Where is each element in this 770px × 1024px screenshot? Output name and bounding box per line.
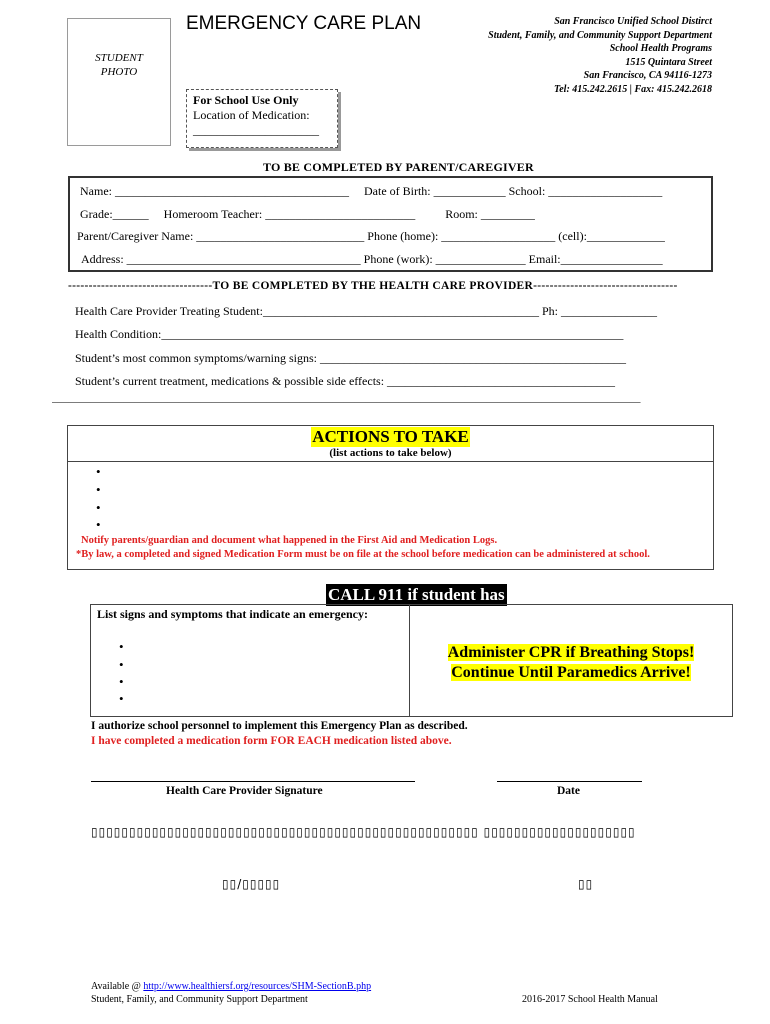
- school-use-box: [186, 89, 338, 148]
- footer-availability: Available @ http://www.healthiersf.org/resources/SHM-SectionB.php: [91, 981, 372, 992]
- emergency-box: [90, 604, 733, 717]
- symptoms-row[interactable]: Student’s most common symptoms/warning signs: ___________________________________________________: [75, 351, 627, 365]
- action-bullet[interactable]: •: [96, 482, 101, 497]
- student-photo-box: [67, 18, 171, 146]
- treatment-row[interactable]: Student’s current treatment, medications & possible side effects: ______________________________________: [75, 374, 616, 388]
- student-name-row[interactable]: Name: _______________________________________ Date of Birth: ____________ School: ___________________: [80, 184, 663, 198]
- student-photo-label: STUDENT PHOTO: [95, 52, 143, 78]
- cpr-line-1: Administer CPR if Breathing Stops!: [447, 644, 695, 661]
- footer-manual: 2016-2017 School Health Manual: [522, 994, 658, 1005]
- provider-section-heading: -----------------------------------TO BE COMPLETED BY THE HEALTH CARE PROVIDER-----------------------------------: [68, 280, 678, 292]
- footer-url-link[interactable]: http://www.healthiersf.org/resources/SHM-SectionB.php: [143, 981, 372, 992]
- action-bullet[interactable]: •: [96, 500, 101, 515]
- action-bullet[interactable]: •: [96, 517, 101, 532]
- unrendered-signature-label: ▯▯/▯▯▯▯▯: [222, 877, 281, 891]
- provider-signature-line[interactable]: [91, 781, 415, 782]
- medication-location-label: Location of Medication:: [193, 108, 310, 122]
- unrendered-text-line: ▯▯▯▯▯▯▯▯▯▯▯▯▯▯▯▯▯▯▯▯▯▯▯▯▯▯▯▯▯▯▯▯▯▯▯▯▯▯▯▯▯▯▯▯▯▯▯▯▯▯▯ ▯▯▯▯▯▯▯▯▯▯▯▯▯▯▯▯▯▯▯▯: [91, 825, 636, 839]
- emergency-bullet[interactable]: •: [119, 674, 124, 689]
- emergency-bullet[interactable]: •: [119, 657, 124, 672]
- actions-subtitle: (list actions to take below): [329, 447, 452, 459]
- health-condition-row[interactable]: Health Condition:_____________________________________________________________________________: [75, 327, 624, 341]
- authorization-statement: I authorize school personnel to implement this Emergency Plan as described.: [91, 720, 468, 732]
- cpr-instructions: [411, 643, 731, 683]
- school-use-title: For School Use Only: [193, 93, 299, 107]
- actions-box: [67, 425, 714, 570]
- emergency-bullet[interactable]: •: [119, 639, 124, 654]
- district-address: San Francisco Unified School Distirct Student, Family, and Community Support Department School Health Programs 1515 Quintara Street San Francisco, CA 94116-1273 Tel: 415.242.2615 | Fax: 415.242.2618: [488, 16, 712, 95]
- action-bullet[interactable]: •: [96, 464, 101, 479]
- notify-note: Notify parents/guardian and document what happened in the First Aid and Medication Logs.: [81, 535, 498, 546]
- provider-name-row[interactable]: Health Care Provider Treating Student:______________________________________________ Ph: ________________: [75, 304, 657, 318]
- parent-section-heading: TO BE COMPLETED BY PARENT/CAREGIVER: [263, 160, 534, 174]
- unrendered-date-label: ▯▯: [578, 877, 594, 891]
- footer-department: Student, Family, and Community Support Department: [91, 994, 308, 1005]
- medication-law-note: *By law, a completed and signed Medication Form must be on file at the school before medication can be administered at school.: [76, 549, 650, 560]
- page-title: EMERGENCY CARE PLAN: [186, 13, 422, 34]
- emergency-bullet[interactable]: •: [119, 691, 124, 706]
- emergency-signs-label: List signs and symptoms that indicate an emergency:: [97, 607, 369, 621]
- emergency-divider: [409, 605, 410, 716]
- parent-name-row[interactable]: Parent/Caregiver Name: ____________________________ Phone (home): ___________________ (cell):_____________: [77, 229, 665, 243]
- actions-title: ACTIONS TO TAKE: [312, 427, 469, 446]
- provider-signature-label: Health Care Provider Signature: [166, 785, 323, 797]
- actions-header: [68, 426, 713, 462]
- date-line[interactable]: [497, 781, 642, 782]
- address-row[interactable]: Address: _______________________________________ Phone (work): _______________ Email:_________________: [81, 252, 663, 266]
- extra-line[interactable]: ___________________________________________________________________________________________________________: [52, 392, 641, 404]
- grade-row[interactable]: Grade:______ Homeroom Teacher: _________________________ Room: _________: [80, 207, 535, 221]
- cpr-line-2: Continue Until Paramedics Arrive!: [451, 664, 691, 681]
- medication-form-statement: I have completed a medication form FOR EACH medication listed above.: [91, 735, 452, 747]
- date-label: Date: [557, 785, 580, 797]
- parent-info-box: [68, 176, 713, 272]
- call-911-heading: CALL 911 if student has: [328, 585, 505, 604]
- medication-location-field[interactable]: _____________________: [193, 123, 319, 137]
